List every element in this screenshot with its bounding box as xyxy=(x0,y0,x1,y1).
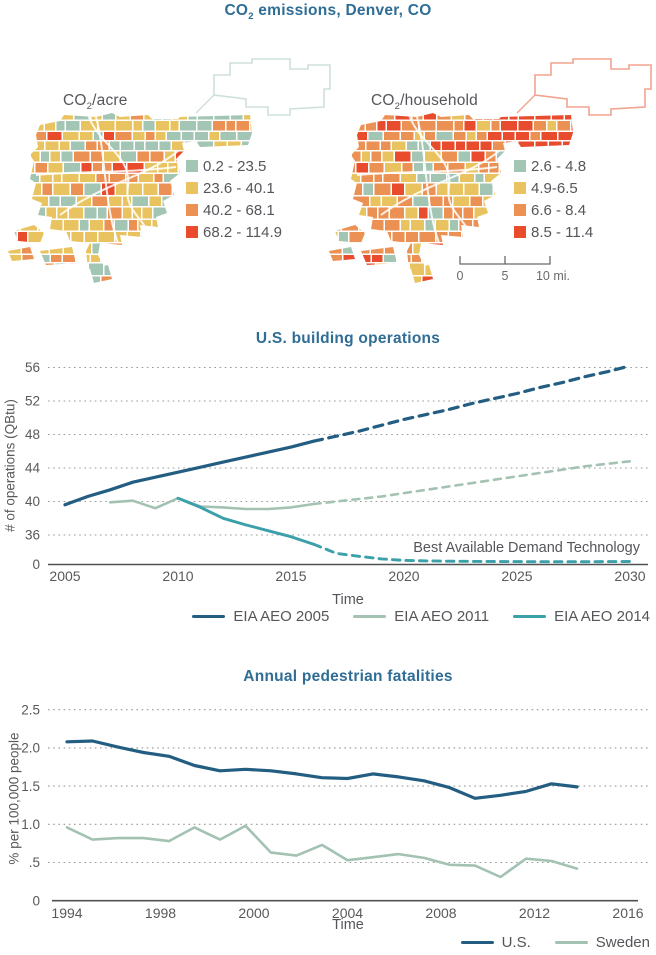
legend-swatch-teal xyxy=(514,160,526,172)
series-line-eia-aeo-2005 xyxy=(65,441,314,505)
map-label-prefix: CO xyxy=(63,92,87,109)
map-legend-co2-per-acre xyxy=(186,155,282,243)
y-tick-label: 2.0 xyxy=(21,740,40,756)
x-tick-label: 1998 xyxy=(144,905,177,921)
map-label-co2-per-household xyxy=(371,92,478,112)
map-label-rest: /acre xyxy=(92,92,128,109)
map-label-co2-per-acre xyxy=(63,92,128,112)
x-tick-label: 2016 xyxy=(612,905,644,921)
airport-connector-line xyxy=(196,95,214,113)
y-tick-label: 56 xyxy=(24,360,40,376)
y-axis-label-pedestrian-fatalities: % per 100,000 people xyxy=(6,732,22,865)
x-tick-label: 2030 xyxy=(614,568,646,584)
legend-item-eia-aeo-2005 xyxy=(192,608,329,625)
x-tick-label: 2004 xyxy=(331,905,364,921)
legend-line-swatch xyxy=(461,941,494,944)
x-tick-label: 2020 xyxy=(388,568,420,584)
x-axis-label-pedestrian-fatalities: Time xyxy=(332,917,364,933)
legend-line-swatch xyxy=(555,941,588,944)
page-title-rest: emissions, Denver, CO xyxy=(253,2,432,19)
legend-series-label: EIA AEO 2014 xyxy=(554,608,650,625)
map-label-prefix: CO xyxy=(371,92,395,109)
legend-range-label: 4.9-6.5 xyxy=(531,179,578,197)
legend-item xyxy=(514,177,593,199)
x-tick-label: 2008 xyxy=(425,905,457,921)
building-operations-plot xyxy=(0,352,656,592)
legend-range-label: 23.6 - 40.1 xyxy=(203,179,275,197)
page-title-subscript: 2 xyxy=(248,11,254,23)
airport-outline xyxy=(535,59,651,115)
pedestrian-fatalities-plot xyxy=(0,695,656,930)
chart-title-pedestrian-fatalities: Annual pedestrian fatalities xyxy=(243,668,453,685)
legend-item xyxy=(186,221,282,243)
y-tick-label: 1.5 xyxy=(21,778,40,794)
choropleth-map-co2-per-acre xyxy=(0,55,335,295)
x-tick-label: 2005 xyxy=(49,568,81,584)
legend-line-swatch xyxy=(353,615,386,618)
map-label-rest: /household xyxy=(400,92,478,109)
x-tick-label: 2010 xyxy=(162,568,194,584)
y-tick-label: 0 xyxy=(32,557,40,573)
legend-range-label: 68.2 - 114.9 xyxy=(203,223,282,241)
chart-title-building-operations: U.S. building operations xyxy=(255,330,441,347)
scale-bar-label: 0 xyxy=(456,269,464,283)
y-tick-label: .5 xyxy=(28,855,40,871)
legend-item-us xyxy=(461,934,531,951)
y-tick-label: 48 xyxy=(24,427,40,443)
legend-item xyxy=(514,221,593,243)
legend-series-label: Sweden xyxy=(595,934,650,951)
map-scale-bar xyxy=(440,248,656,292)
legend-range-label: 40.2 - 68.1 xyxy=(203,201,275,219)
y-tick-label: 44 xyxy=(24,460,40,476)
legend-swatch-orange xyxy=(514,204,526,216)
map-legend-co2-per-household xyxy=(514,155,593,243)
legend-item xyxy=(186,177,282,199)
map-label-subscript: 2 xyxy=(394,101,401,113)
scale-bar-label: 5 xyxy=(501,269,509,283)
legend-swatch-teal xyxy=(186,160,198,172)
legend-swatch-yellow xyxy=(186,182,198,194)
legend-item xyxy=(514,155,593,177)
legend-swatch-yellow xyxy=(514,182,526,194)
y-tick-label: 2.5 xyxy=(21,702,40,718)
legend-range-label: 6.6 - 8.4 xyxy=(531,201,587,219)
legend-item xyxy=(186,155,282,177)
scale-bar-line xyxy=(460,256,550,264)
series-line-sweden xyxy=(67,826,577,877)
series-line-u-s- xyxy=(67,741,577,798)
y-tick-label: 0 xyxy=(32,893,40,909)
map-label-subscript: 2 xyxy=(86,101,93,113)
legend-series-label: U.S. xyxy=(501,934,531,951)
page-title xyxy=(0,2,656,22)
legend-item xyxy=(186,199,282,221)
page-title-prefix: CO xyxy=(224,2,249,19)
series-line-eia-aeo-2011 xyxy=(110,498,313,509)
legend-pedestrian-fatalities xyxy=(461,934,650,951)
legend-swatch-red xyxy=(186,226,198,238)
airport-outline xyxy=(214,59,330,115)
legend-line-swatch xyxy=(192,615,225,618)
series-projection-eia-aeo-2005 xyxy=(314,366,630,441)
legend-item xyxy=(514,199,593,221)
legend-range-label: 8.5 - 11.4 xyxy=(531,223,594,241)
annotation-best-available-demand-technology: Best Available Demand Technology xyxy=(413,540,640,556)
series-line-eia-aeo-2014 xyxy=(178,498,314,544)
legend-range-label: 0.2 - 23.5 xyxy=(203,157,267,175)
x-tick-label: 2000 xyxy=(238,905,270,921)
airport-connector-line xyxy=(517,95,535,113)
x-tick-label: 2025 xyxy=(501,568,533,584)
y-tick-label: 1.0 xyxy=(21,817,40,832)
legend-building-operations xyxy=(192,608,650,625)
legend-item-eia-aeo-2011 xyxy=(353,608,489,625)
legend-range-label: 2.6 - 4.8 xyxy=(531,157,587,175)
y-tick-label: 40 xyxy=(24,494,40,510)
x-axis-label-building-operations: Time xyxy=(332,592,364,608)
x-tick-label: 2015 xyxy=(275,568,307,584)
legend-item-sweden xyxy=(555,934,650,951)
legend-line-swatch xyxy=(513,615,546,618)
y-tick-label: 52 xyxy=(24,393,40,409)
x-tick-label: 1994 xyxy=(51,905,83,921)
legend-swatch-red xyxy=(514,226,526,238)
x-tick-label: 2012 xyxy=(518,905,551,921)
legend-item-eia-aeo-2014 xyxy=(513,608,650,625)
legend-series-label: EIA AEO 2011 xyxy=(394,608,490,625)
y-tick-label: 36 xyxy=(24,527,40,543)
legend-swatch-orange xyxy=(186,204,198,216)
legend-series-label: EIA AEO 2005 xyxy=(233,608,330,625)
y-axis-label-building-operations: # of operations (QBtu) xyxy=(2,399,18,532)
scale-bar-label: 10 mi. xyxy=(535,269,571,283)
